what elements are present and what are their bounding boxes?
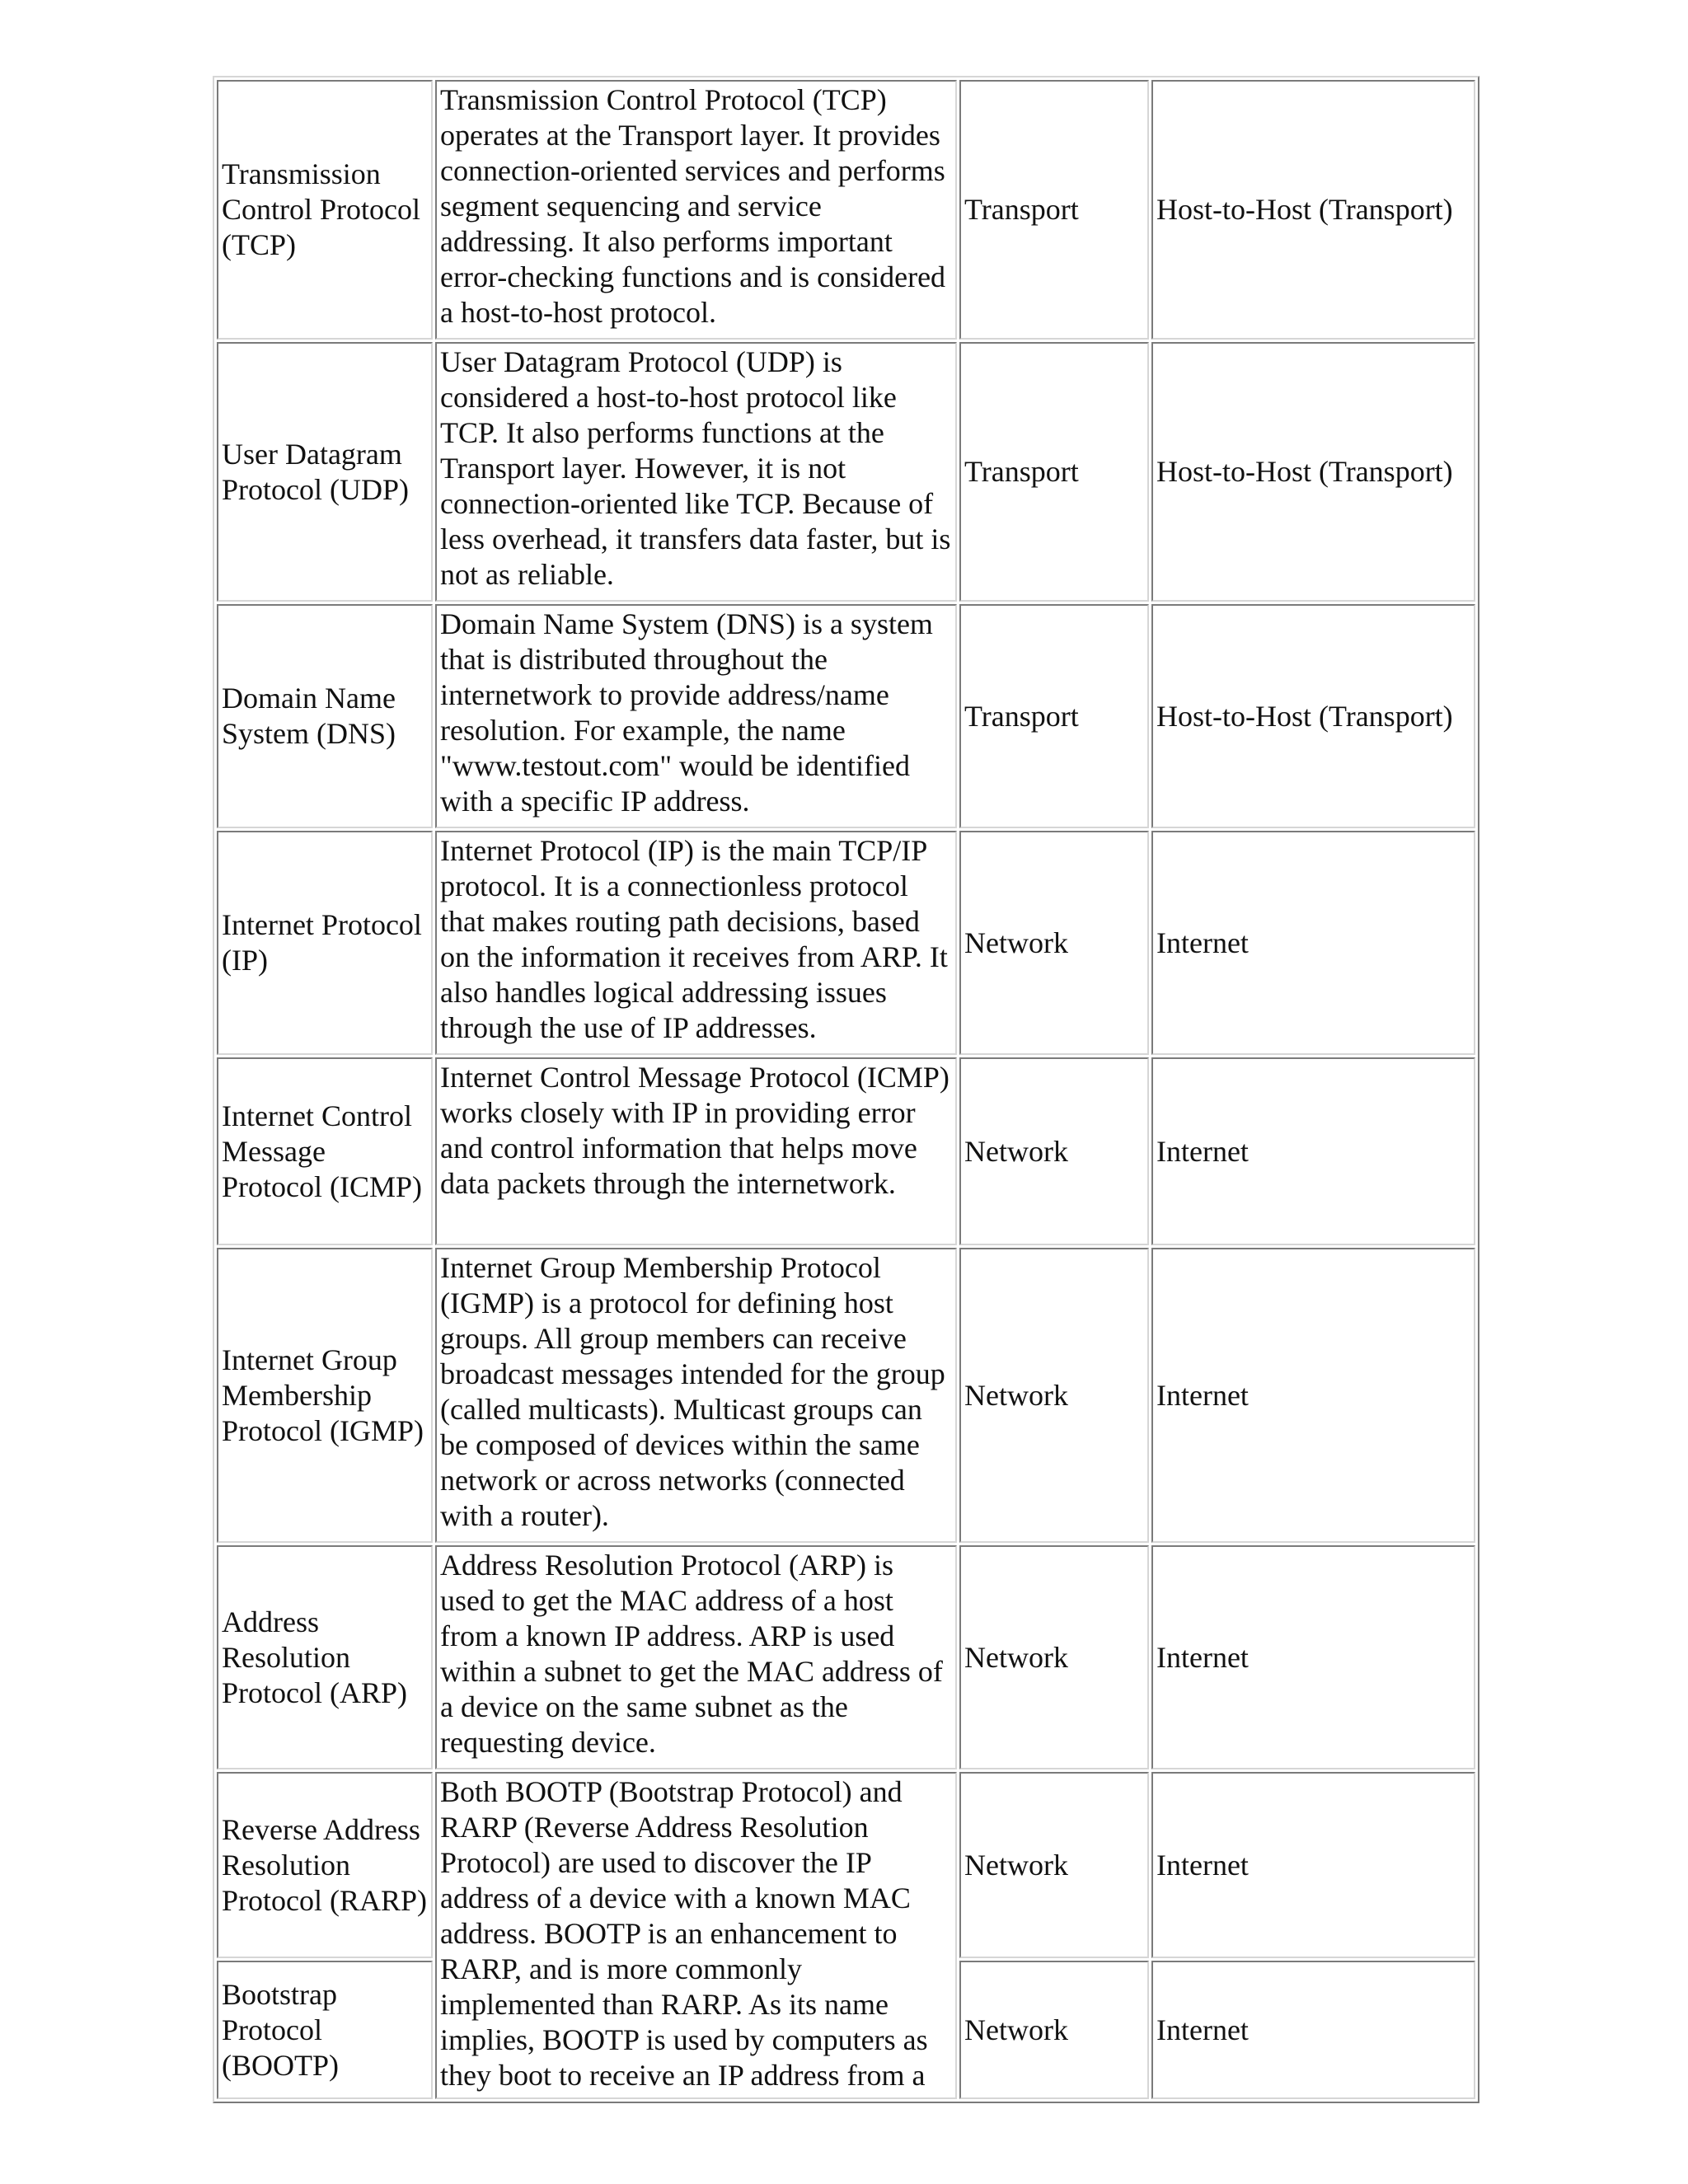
protocol-description-cell: Internet Group Membership Protocol (IGMP) is a protocol for defining host groups. All group members can receive broadcast messages intended for the group (called multicasts). Multicast groups can be composed of devices within the same network or across networks (connected with a router).	[435, 1248, 957, 1543]
protocol-description-cell: Transmission Control Protocol (TCP) operates at the Transport layer. It provides connection-oriented services and performs segment sequencing and service addressing. It also performs important error-checking functions and is considered a host-to-host protocol.	[435, 80, 957, 340]
osi-layer-cell: Network	[959, 1961, 1149, 2099]
table-row	[217, 342, 1475, 602]
protocol-description-cell: Internet Control Message Protocol (ICMP) works closely with IP in providing error and control information that helps move data packets through the internetwork.	[435, 1057, 957, 1245]
dod-layer-cell: Internet	[1151, 831, 1475, 1055]
dod-layer-cell: Internet	[1151, 1961, 1475, 2099]
protocol-description-cell: Internet Protocol (IP) is the main TCP/IP protocol. It is a connectionless protocol that makes routing path decisions, based on the information it receives from ARP. It also handles logical addressing issues through the use of IP addresses.	[435, 831, 957, 1055]
osi-layer-cell: Network	[959, 831, 1149, 1055]
protocol-name-cell: Domain Name System (DNS)	[217, 604, 433, 828]
protocol-description-cell: Address Resolution Protocol (ARP) is used to get the MAC address of a host from a known IP address. ARP is used within a subnet to get the MAC address of a device on the same subnet as the requesting device.	[435, 1545, 957, 1769]
dod-layer-cell: Host-to-Host (Transport)	[1151, 604, 1475, 828]
table-row	[217, 80, 1475, 340]
protocol-name-cell: Address Resolution Protocol (ARP)	[217, 1545, 433, 1769]
table-row	[217, 604, 1475, 828]
table-row	[217, 1057, 1475, 1245]
protocol-description-cell: Both BOOTP (Bootstrap Protocol) and RARP (Reverse Address Resolution Protocol) are used to discover the IP address of a device with a known MAC address. BOOTP is an enhancement to RARP, and is more commonly implemented than RARP. As its name implies, BOOTP is used by computers as they boot to receive an IP address from a	[435, 1772, 957, 2099]
dod-layer-cell: Host-to-Host (Transport)	[1151, 80, 1475, 340]
protocol-description-cell: User Datagram Protocol (UDP) is considered a host-to-host protocol like TCP. It also performs functions at the Transport layer. However, it is not connection-oriented like TCP. Because of less overhead, it transfers data faster, but is not as reliable.	[435, 342, 957, 602]
osi-layer-cell: Network	[959, 1248, 1149, 1543]
osi-layer-cell: Transport	[959, 342, 1149, 602]
osi-layer-cell: Network	[959, 1545, 1149, 1769]
protocol-name-cell: Bootstrap Protocol (BOOTP)	[217, 1961, 433, 2099]
dod-layer-cell: Host-to-Host (Transport)	[1151, 342, 1475, 602]
dod-layer-cell: Internet	[1151, 1248, 1475, 1543]
dod-layer-cell: Internet	[1151, 1057, 1475, 1245]
protocol-name-cell: Reverse Address Resolution Protocol (RARP)	[217, 1772, 433, 1958]
dod-layer-cell: Internet	[1151, 1772, 1475, 1958]
osi-layer-cell: Transport	[959, 604, 1149, 828]
osi-layer-cell: Network	[959, 1772, 1149, 1958]
table-row	[217, 1248, 1475, 1543]
table-row	[217, 1545, 1475, 1769]
table-row	[217, 831, 1475, 1055]
protocol-name-cell: Internet Group Membership Protocol (IGMP)	[217, 1248, 433, 1543]
protocol-table	[213, 76, 1479, 2103]
osi-layer-cell: Network	[959, 1057, 1149, 1245]
protocol-name-cell: User Datagram Protocol (UDP)	[217, 342, 433, 602]
protocol-description-cell: Domain Name System (DNS) is a system that is distributed throughout the internetwork to provide address/name resolution. For example, the name "www.testout.com" would be identified with a specific IP address.	[435, 604, 957, 828]
protocol-name-cell: Internet Protocol (IP)	[217, 831, 433, 1055]
dod-layer-cell: Internet	[1151, 1545, 1475, 1769]
table-row	[217, 1772, 1475, 1958]
osi-layer-cell: Transport	[959, 80, 1149, 340]
protocol-name-cell: Transmission Control Protocol (TCP)	[217, 80, 433, 340]
protocol-name-cell: Internet Control Message Protocol (ICMP)	[217, 1057, 433, 1245]
